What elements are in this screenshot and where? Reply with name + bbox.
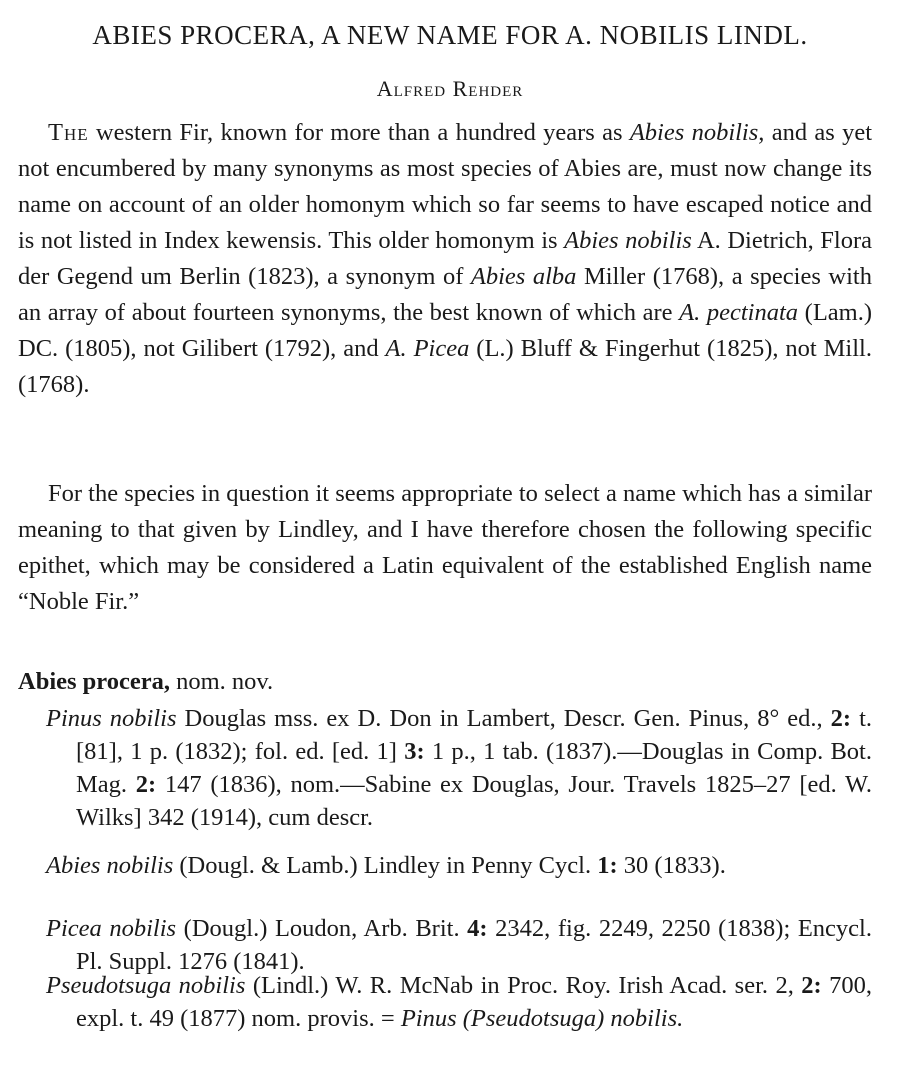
paragraph-naming [18,476,872,620]
taxon-name: Pinus (Pseudotsuga) nobilis. [400,1005,684,1032]
taxon-name: Abies nobilis, [629,119,765,146]
text-span: (L.) Bluff & Fingerhut (1825), not Mill. (1768). [18,335,872,398]
text-span: and as yet not encumbered by many synonyms as most species of Abies are, must now change its name on account of an older homonym which so far seems to have escaped notice and is not listed in Index kewensis. This older homonym is [18,119,873,254]
volume-number: 2: [830,705,852,732]
text-span: 1 p., 1 tab. (1837).—Douglas in Comp. Bot. Mag. [76,738,872,798]
text-span: 30 (1833). [617,852,726,879]
text-span: 2342, fig. 2249, 2250 (1838); Encycl. Pl. Suppl. 1276 (1841). [76,915,872,975]
lead-word: The [48,119,89,146]
taxon-name: A. pectinata [679,299,799,326]
nomenclature-note: nom. nov. [169,668,274,695]
species-name: Abies procera, [18,668,170,695]
text-span: 700, expl. t. 49 (1877) nom. provis. = [76,972,873,1032]
taxon-name: Abies alba [470,263,577,290]
volume-number: 3: [404,738,425,765]
synonym-entry [18,702,872,834]
text-span: (Dougl. & Lamb.) Lindley in Penny Cycl. [173,852,598,879]
taxon-name: Pinus nobilis [46,705,177,732]
volume-number: 4: [467,915,488,942]
text-span: 147 (1836), nom.—Sabine ex Douglas, Jour. Travels 1825–27 [ed. W. Wilks] 342 (1914), cum descr. [76,771,872,831]
text-span: (Lam.) DC. (1805), not Gilibert (1792), and [18,299,873,362]
synonym-entry [18,849,872,882]
taxon-name: Pseudotsuga nobilis [46,972,246,999]
paragraph-intro [18,115,872,403]
article-title: ABIES PROCERA, A NEW NAME FOR A. NOBILIS LINDL. [92,20,808,50]
volume-number: 1: [597,852,618,879]
volume-number: 2: [135,771,157,798]
taxon-name: A. Picea [385,335,470,362]
text-span: For the species in question it seems appropriate to select a name which has a similar meaning to that given by Lindley, and I have therefore chosen the following specific epithet, which may be considered a Latin equivalent of the established English name “Noble Fir.” [18,480,872,615]
author-name: Alfred Rehder [376,76,524,101]
text-span: A. Dietrich, Flora der Gegend um Berlin (1823), a synonym of [18,227,873,290]
text-span: Miller (1768), a species with an array of about fourteen synonyms, the best known of which are [18,263,872,326]
taxon-name: Abies nobilis [46,852,174,879]
text-span: (Lindl.) W. R. McNab in Proc. Roy. Irish Acad. ser. 2, [245,972,802,999]
text-span: Douglas mss. ex D. Don in Lambert, Descr. Gen. Pinus, 8° ed., [176,705,831,732]
species-heading [18,668,273,696]
text-span: western Fir, known for more than a hundred years as [88,119,630,146]
taxon-name: Abies nobilis [564,227,692,254]
text-span: t. [81], 1 p. (1832); fol. ed. [ed. 1] [76,705,872,765]
taxon-name: Picea nobilis [46,915,177,942]
volume-number: 2: [801,972,822,999]
synonym-entry [18,969,872,1035]
text-span: (Dougl.) Loudon, Arb. Brit. [176,915,468,942]
